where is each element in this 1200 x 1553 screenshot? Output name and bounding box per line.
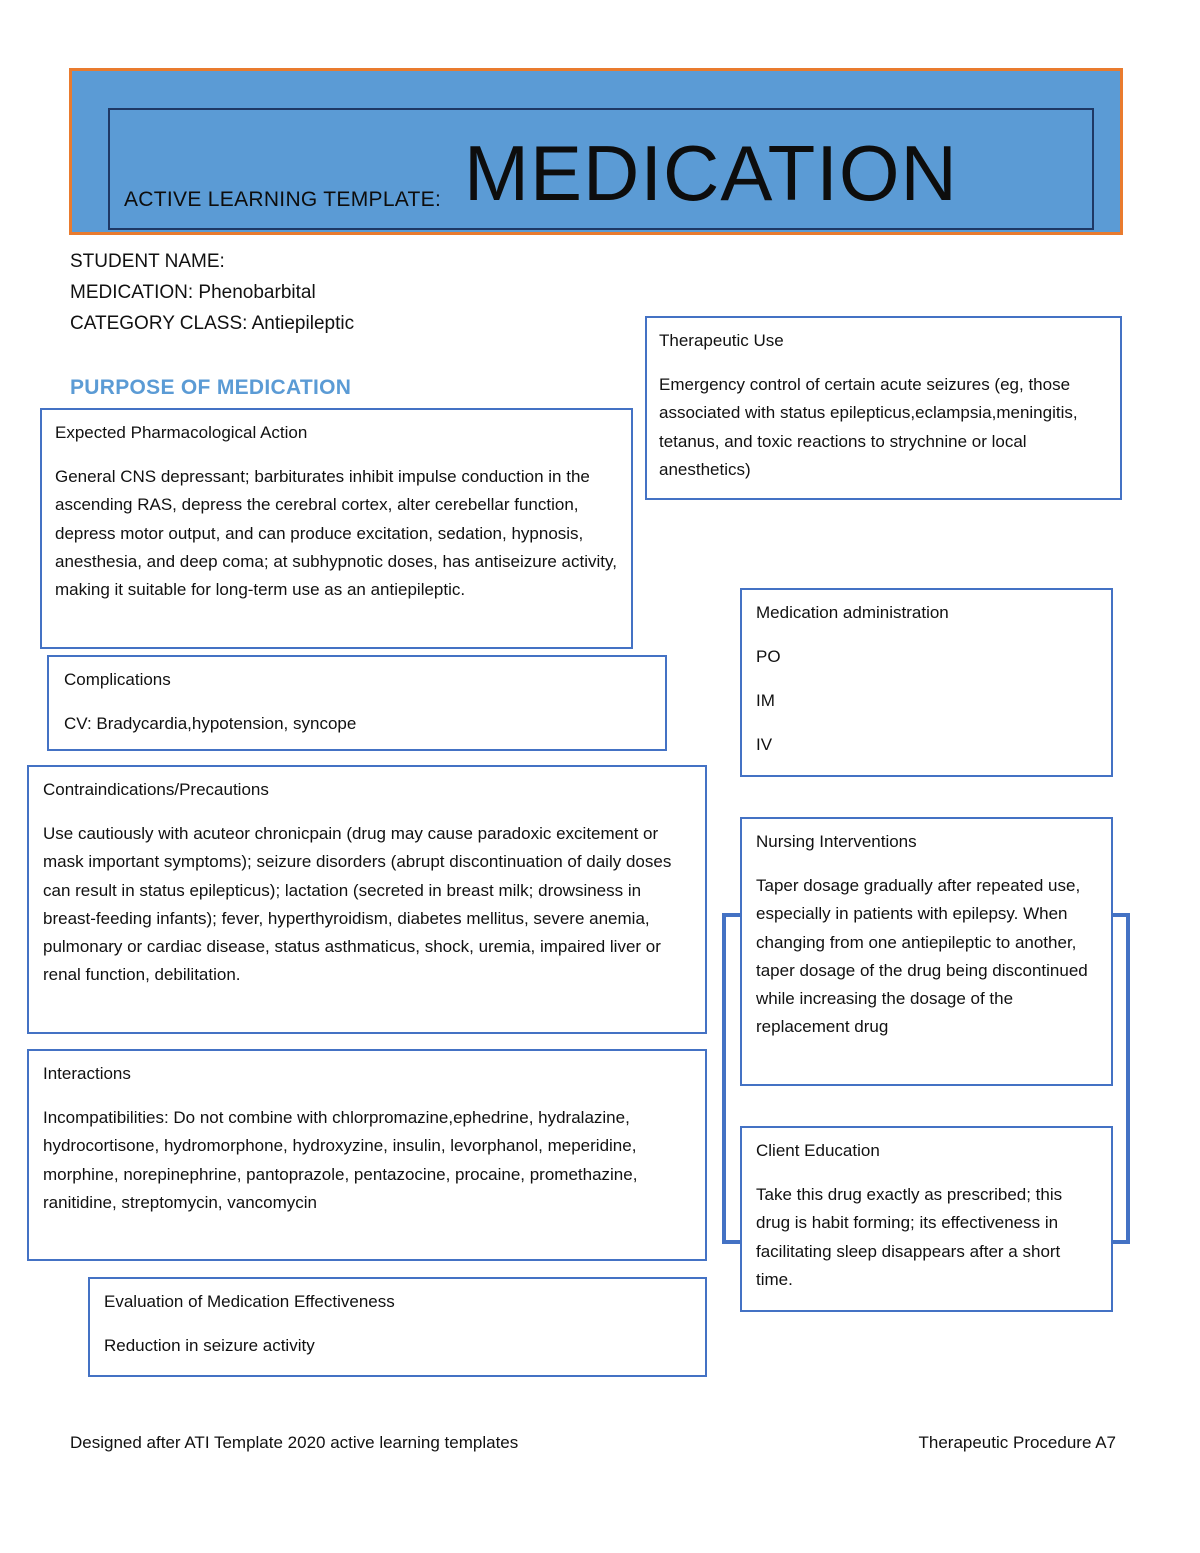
- therapeutic-use-box: [645, 316, 1122, 500]
- contraindications-box: [27, 765, 707, 1034]
- contraindications-text: Use cautiously with acuteor chronicpain (drug may cause paradoxic excitement or mask important symptoms); seizure disorders (abrupt discontinuation of daily doses can result in status epilepticus); lactation (secreted in breast milk; drowsiness in breast-feeding infants); fever, hyperthyroidism, diabetes mellitus, severe anemia, pulmonary or cardiac disease, status asthmaticus, shock, uremia, impaired liver or renal function, debilitation.: [43, 824, 672, 985]
- route-po: PO: [756, 647, 781, 666]
- interactions-text: Incompatibilities: Do not combine with chlorpromazine,ephedrine, hydralazine, hydrocortisone, hydromorphone, hydroxyzine, insulin, levorphanol, meperidine, morphine, norepinephrine, pantoprazole, pentazocine, procaine, promethazine, ranitidine, streptomycin, vancomycin: [43, 1108, 638, 1212]
- contraindications-title: Contraindications/Precautions: [43, 780, 269, 799]
- evaluation-box: [88, 1277, 707, 1377]
- evaluation-title: Evaluation of Medication Effectiveness: [104, 1292, 395, 1311]
- medication-line: MEDICATION: Phenobarbital: [70, 282, 316, 303]
- complications-box: [47, 655, 667, 751]
- route-im: IM: [756, 691, 775, 710]
- evaluation-text: Reduction in seizure activity: [104, 1336, 315, 1355]
- nursing-interventions-text: Taper dosage gradually after repeated use, especially in patients with epilepsy. When changing from one antiepileptic to another, taper dosage of the drug being discontinued while increasing the dosage of the replacement drug: [756, 876, 1088, 1037]
- therapeutic-use-text: Emergency control of certain acute seizures (eg, those associated with status epilepticus,eclampsia,meningitis, tetanus, and toxic reactions to strychnine or local anesthetics): [659, 375, 1078, 479]
- nursing-interventions-title: Nursing Interventions: [756, 832, 917, 851]
- therapeutic-use-title: Therapeutic Use: [659, 331, 784, 350]
- expected-action-text: General CNS depressant; barbiturates inhibit impulse conduction in the ascending RAS, depress the cerebral cortex, alter cerebellar function, depress motor output, and can produce excitation, sedation, hypnosis, anesthesia, and deep coma; at subhypnotic doses, has antiseizure activity, making it suitable for long-term use as an antiepileptic.: [55, 467, 617, 600]
- complications-text: CV: Bradycardia,hypotension, syncope: [64, 714, 357, 733]
- administration-box: [740, 588, 1113, 777]
- footer-right: Therapeutic Procedure A7: [918, 1433, 1116, 1452]
- route-iv: IV: [756, 735, 773, 754]
- interactions-title: Interactions: [43, 1064, 131, 1083]
- client-education-title: Client Education: [756, 1141, 880, 1160]
- complications-title: Complications: [64, 670, 171, 689]
- expected-action-title: Expected Pharmacological Action: [55, 423, 308, 442]
- administration-title: Medication administration: [756, 603, 949, 622]
- title-banner-frame: [108, 108, 1094, 230]
- expected-action-box: [40, 408, 633, 649]
- title-banner: [69, 68, 1123, 235]
- template-label: ACTIVE LEARNING TEMPLATE:: [124, 188, 442, 211]
- student-name-label: STUDENT NAME:: [70, 251, 225, 272]
- purpose-heading: PURPOSE OF MEDICATION: [70, 376, 352, 399]
- client-education-text: Take this drug exactly as prescribed; this drug is habit forming; its effectiveness in facilitating sleep disappears after a short time.: [756, 1185, 1063, 1289]
- footer-left: Designed after ATI Template 2020 active learning templates: [70, 1433, 519, 1452]
- nursing-interventions-box: [740, 817, 1113, 1086]
- interactions-box: [27, 1049, 707, 1261]
- client-education-box: [740, 1126, 1113, 1312]
- template-type-title: MEDICATION: [464, 129, 958, 217]
- category-line: CATEGORY CLASS: Antiepileptic: [70, 313, 355, 334]
